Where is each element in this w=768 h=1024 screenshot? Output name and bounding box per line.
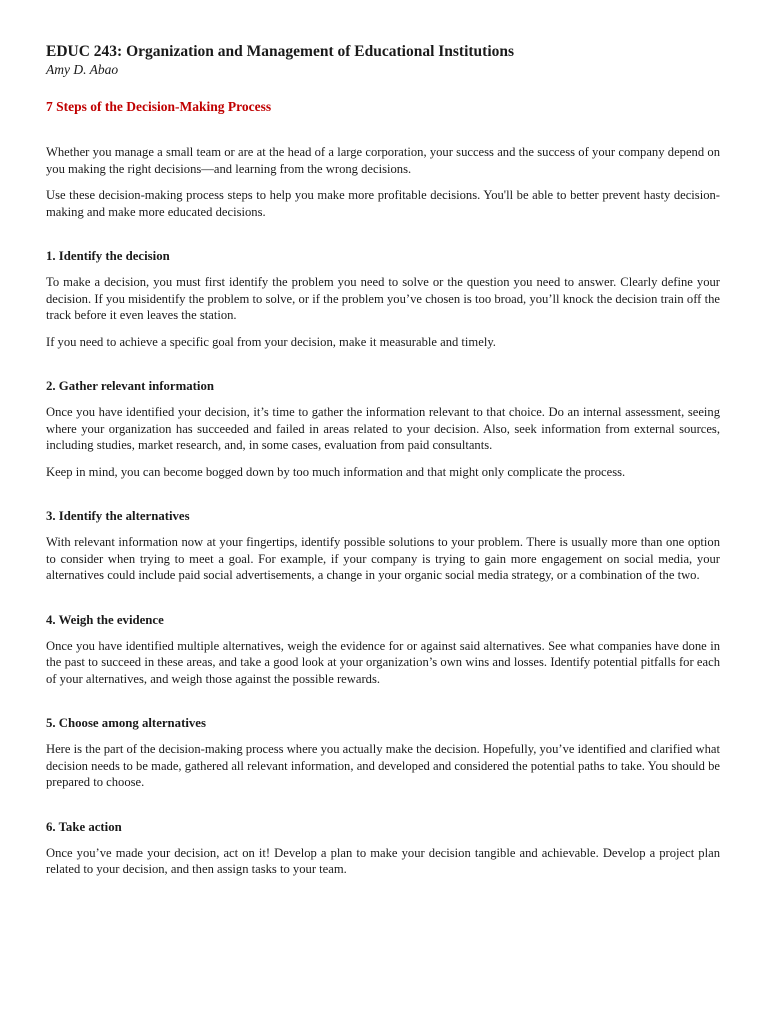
step-paragraph: Once you have identified your decision, it’s time to gather the information relevant to that choice. Do an internal assessment, seeing where your organization has succeeded and failed in areas related to your decision. Also, seek information from external sources, including studies, market research, and, in some cases, evaluation from paid consultants. <box>46 405 720 452</box>
step-section-6 <box>46 819 720 878</box>
intro-section <box>46 144 720 220</box>
step-paragraph: Here is the part of the decision-making process where you actually make the decision. Hopefully, you’ve identified and clarified what decision needs to be made, gathered all relevant information, and developed and considered the potential paths to take. You should be prepared to choose. <box>46 742 720 789</box>
step-paragraph: Keep in mind, you can become bogged down by too much information and that might only complicate the process. <box>46 464 626 479</box>
step-heading: 4. Weigh the evidence <box>46 612 164 627</box>
step-heading: 2. Gather relevant information <box>46 379 214 393</box>
course-title: EDUC 243: Organization and Management of Educational Institutions <box>46 43 515 60</box>
step-paragraph: Once you’ve made your decision, act on it! Develop a plan to make your decision tangible and achievable. Develop a project plan related to your decision, and then assign tasks to your team. <box>46 845 720 876</box>
step-section-3 <box>46 508 720 584</box>
step-heading: 3. Identify the alternatives <box>46 509 190 523</box>
intro-paragraph: Whether you manage a small team or are at the head of a large corporation, your success and the success of your company depend on you making the right decisions—and learning from the wrong decisions. <box>46 145 720 176</box>
step-heading: 5. Choose among alternatives <box>46 716 206 730</box>
step-section-5 <box>46 715 720 791</box>
document-title: 7 Steps of the Decision-Making Process <box>46 99 272 114</box>
step-section-4 <box>46 612 720 688</box>
intro-paragraph: Use these decision-making process steps to help you make more profitable decisions. You'll be able to better prevent hasty decision-making and make more educated decisions. <box>46 188 720 219</box>
step-paragraph: If you need to achieve a specific goal from your decision, make it measurable and timely. <box>46 334 496 349</box>
step-heading: 1. Identify the decision <box>46 249 170 263</box>
step-paragraph: To make a decision, you must first identify the problem you need to solve or the question you need to answer. Clearly define your decision. If you misidentify the problem to solve, or if the problem you’ve chosen is too broad, you’ll knock the decision train off the track before it even leaves the station. <box>46 275 720 322</box>
step-paragraph: With relevant information now at your fingertips, identify possible solutions to your problem. There is usually more than one option to consider when trying to meet a goal. For example, if your company is trying to gain more engagement on social media, your alternatives could include paid social advertisements, a change in your organic social media strategy, or a combination of the two. <box>46 535 720 582</box>
step-section-1 <box>46 248 720 350</box>
step-paragraph: Once you have identified multiple alternatives, weigh the evidence for or against said alternatives. See what companies have done in the past to succeed in these areas, and take a good look at your organization’s own wins and losses. Identify potential pitfalls for each of your alternatives, and weigh those against the possible rewards. <box>46 638 720 686</box>
author-name: Amy D. Abao <box>46 62 119 77</box>
step-section-2 <box>46 378 720 480</box>
step-heading: 6. Take action <box>46 819 122 834</box>
